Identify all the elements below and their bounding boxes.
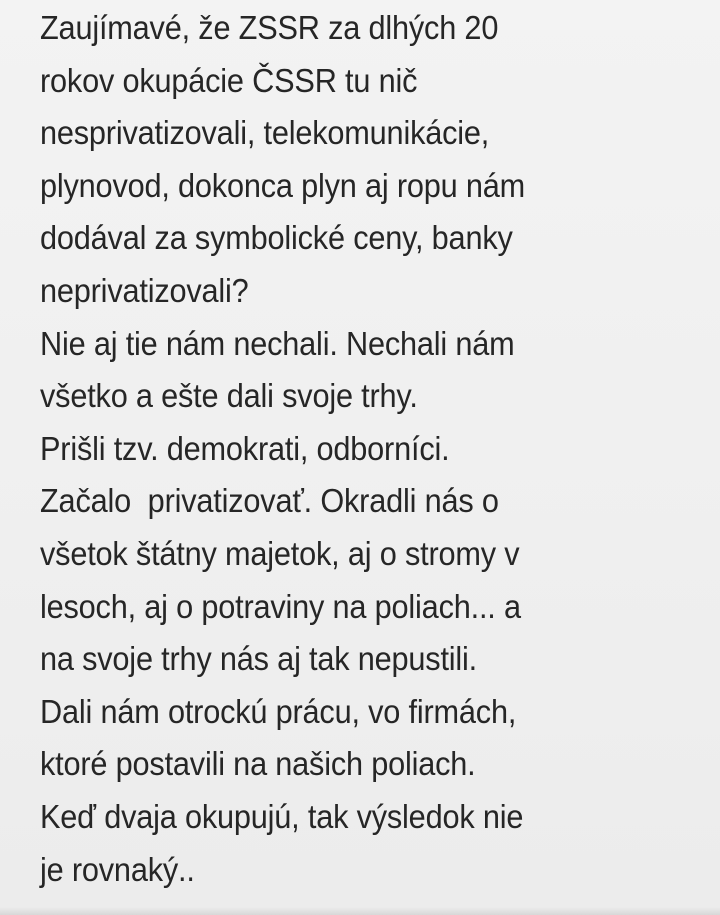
text-line-6: neprivatizovali? <box>40 271 249 309</box>
text-line-8: všetko a ešte dali svoje trhy. <box>40 377 418 415</box>
post-text <box>40 0 663 896</box>
text-line-7: Nie aj tie nám nechali. Nechali nám <box>40 324 515 362</box>
text-line-17: je rovnaký.. <box>40 850 195 888</box>
text-line-4: plynovod, dokonca plyn aj ropu nám <box>40 166 526 204</box>
text-line-9: Prišli tzv. demokrati, odborníci. <box>40 429 450 467</box>
text-line-15: ktoré postavili na našich poliach. <box>40 745 476 783</box>
text-line-12: lesoch, aj o potraviny na poliach... a <box>40 587 521 625</box>
bottom-edge-shadow <box>0 907 720 915</box>
text-line-2: rokov okupácie ČSSR tu nič <box>40 61 418 99</box>
text-line-3: nesprivatizovali, telekomunikácie, <box>40 114 490 152</box>
text-line-10: Začalo privatizovať. Okradli nás o <box>40 482 499 520</box>
text-line-1: Zaujímavé, že ZSSR za dlhých 20 <box>40 9 499 46</box>
text-line-5: dodával za symbolické ceny, banky <box>40 219 513 257</box>
text-line-14: Dali nám otrockú prácu, vo firmách, <box>40 692 517 730</box>
text-line-16: Keď dvaja okupujú, tak výsledok nie <box>40 797 524 835</box>
text-line-11: všetok štátny majetok, aj o stromy v <box>40 534 520 572</box>
text-line-13: na svoje trhy nás aj tak nepustili. <box>40 640 478 678</box>
